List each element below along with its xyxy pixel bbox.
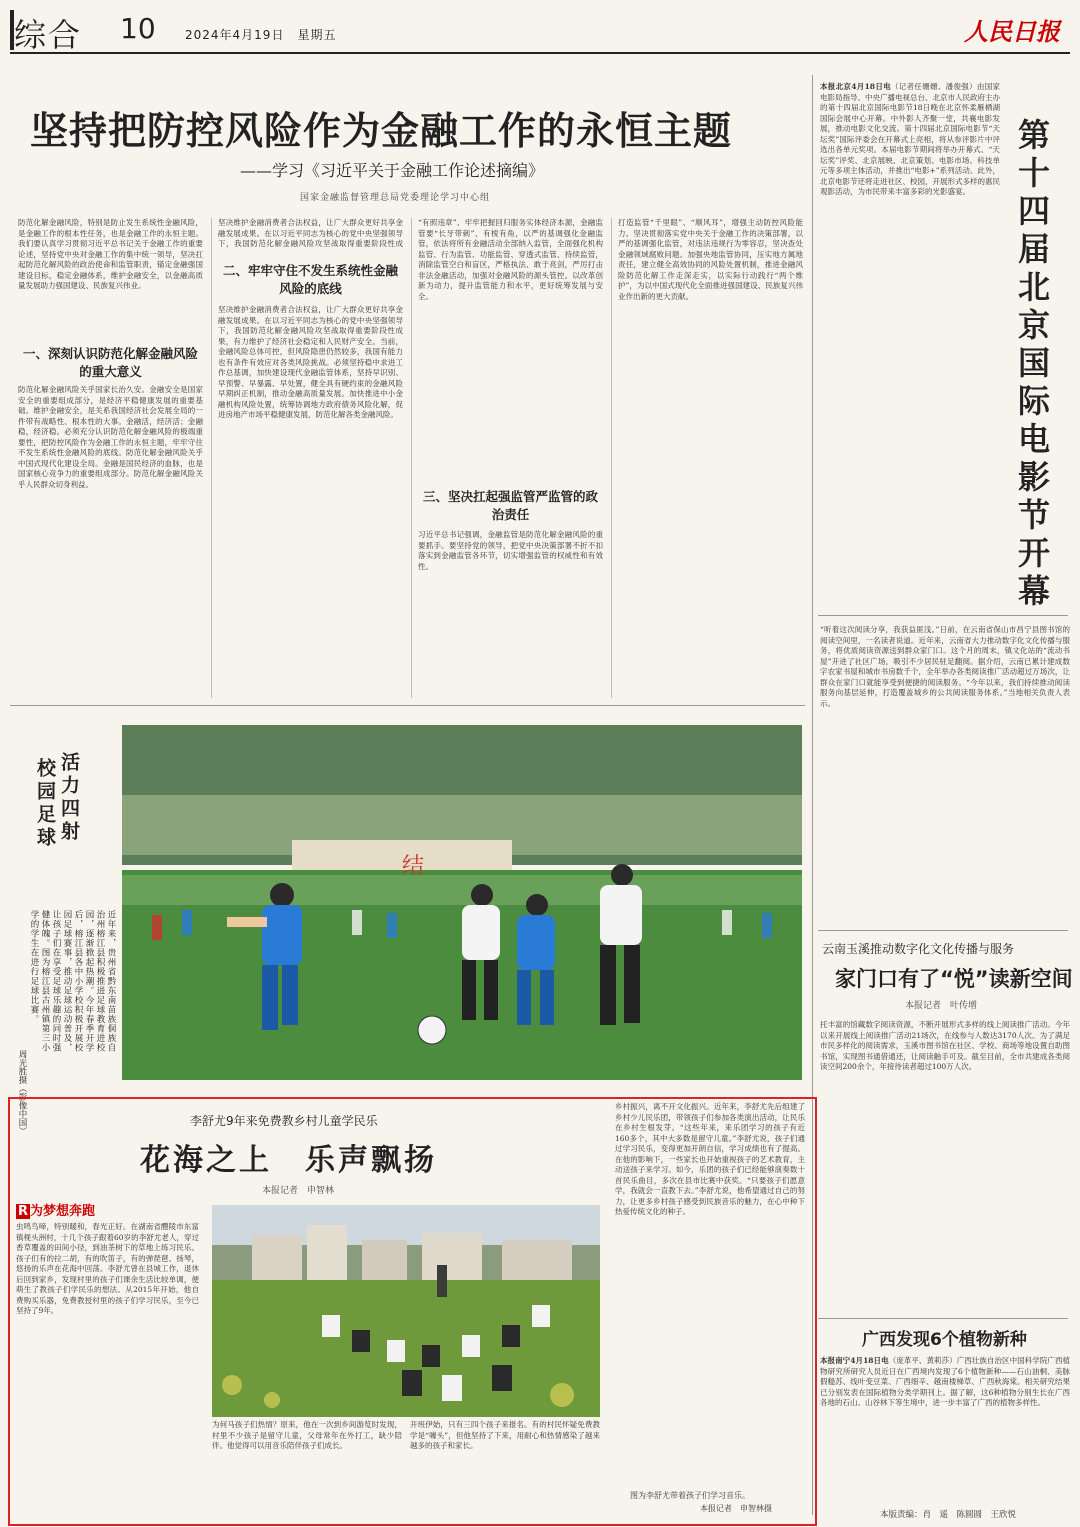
tag-badge: R	[18, 1204, 29, 1219]
rail-rule	[818, 1318, 1068, 1319]
lead-col1-body: 防范化解金融风险关乎国家长治久安。金融安全是国家安全的重要组成部分，是经济平稳健康发展的重要基础。维护金融安全，是关系我国经济社会发展全局的一件带有战略性、根本性的大事。金融活，经济活；金融稳，经济稳。必须充分认识防范化解金融风险的极端重要性，把防控风险作为金融工作的永恒主题，牢牢守住不发生系统性金融风险的底线。防范化解金融风险关乎中国式现代化建设全局。金融是国民经济的血脉，也是国家核心竞争力的重要组成部分。防范化解金融风险关乎人民群众切身利益。	[18, 385, 203, 489]
lead-byline: 国家金融监督管理总局党委理论学习中心组	[300, 193, 491, 203]
lead-col2-top: 坚决维护金融消费者合法权益，让广大群众更好共享金融发展成果。在以习近平同志为核心的党中央坚强领导下，我国防范化解金融风险攻坚战取得重要阶段性成	[218, 218, 403, 248]
music-photo-credit: 本报记者 申智林摄	[700, 1504, 772, 1513]
masthead-bracket	[10, 10, 14, 50]
newspaper-logo: 人民日报	[964, 17, 1060, 46]
lead-headline: 坚持把防控风险作为金融工作的永恒主题	[30, 109, 733, 153]
football-title-b: 校园足球	[34, 758, 56, 850]
page-number: 10	[120, 12, 156, 45]
football-photo	[122, 725, 802, 1080]
lead-subtitle: ——学习《习近平关于金融工作论述摘编》	[240, 161, 545, 180]
publication-date: 2024年4月19日 星期五	[185, 28, 337, 42]
section-name: 综合	[14, 16, 83, 54]
section-rule	[10, 705, 805, 706]
lead-subhead-3: 三、坚决扛起强监管严监管的政治责任	[422, 489, 598, 522]
column-rule	[611, 218, 612, 698]
film-vertical-headline: 第十四届北京国际电影节开幕	[1013, 118, 1051, 612]
rail-rule	[818, 615, 1068, 616]
football-caption: 近年来，贵州省黔东南苗族侗族自治州榕江县积极推进足球教育进校园，逐渐掀起热潮。今年春季开学后，榕江县各中小学校积极开展校园足球赛事，推动足球运动普及，让孩子们在享受足球乐趣的同时强健体魄。图为榕江县古州镇第三小学的学生在进行足球比赛。	[29, 910, 116, 1053]
page-editors: 本版责编：肖 遥 陈圆圆 王欣悦	[880, 1510, 1017, 1520]
plants-article	[820, 1356, 1070, 1486]
music-headline: 花海之上 乐声飘扬	[140, 1143, 437, 1178]
music-kicker: 李舒尤9年来免费教乡村儿童学民乐	[190, 1114, 378, 1128]
music-bottom-body-2: 开班伊始，只有三四个孩子来报名。有的村民怀疑免费教学是“噱头”，但他坚持了下来，用耐心和热情感染了越来越多的孩子和家长。	[410, 1420, 600, 1450]
plants-body: （庞革平、黄莉莎）广西壮族自治区中国科学院广西植物研究所研究人员近日在广西境内发现了6个植物新种——石山油桐、美脉假糙苏、线叶变豆菜、广西细辛、越南楼梯草、广西秋海棠。相关研究结果已分别发表在国际植物分类学期刊上。据了解，这6种植物分别生长在广西各地的石山、山谷林下等生境中，进一步丰富了广西的植物多样性。	[820, 1356, 1070, 1407]
music-photo-caption: 图为李舒尤带着孩子们学习音乐。	[630, 1491, 750, 1500]
lead-subhead-2: 二、牢牢守住不发生系统性金融风险的底线	[222, 263, 398, 296]
column-rule	[211, 218, 212, 698]
music-photo-illustration	[212, 1205, 600, 1417]
lead-col4-body: 打造监管“千里眼”、“顺风耳”，增强主动防控风险能力。坚决贯彻落实党中央关于金融工作的决策部署，以严的基调强化监管，对违法违规行为零容忍，坚决查处金融领域腐败问题。加强央地监管协同，压实地方属地责任，建立健全高效协同的风险处置机制，推进金融风险防范化解工作走深走实，以实际行动践行“两个维护”，为以中国式现代化全面推进强国建设、民族复兴伟业作出新的更大贡献。	[618, 218, 803, 301]
music-right-body: 乡村振兴，离不开文化振兴。近年来，李舒尤先后组建了乡村少儿民乐团，带领孩子们参加各类演出活动，让民乐在乡村生根发芽。“这些年来，来乐团学习的孩子有近160多个，其中大多数是留守儿童。”李舒尤说，孩子们通过学习民乐，变得更加开朗自信，学习成绩也有了提高。在他的影响下，一些家长也开始重视孩子的艺术教育，主动送孩子来学习。如今，乐团的孩子们已经能够演奏数十首民乐曲目，多次在县市比赛中获奖。“只要孩子们愿意学，我就会一直教下去。”李舒尤说，他希望通过自己的努力，让更多乡村孩子感受到民族音乐的魅力，在心中种下热爱传统文化的种子。	[615, 1102, 805, 1216]
rail-rule	[818, 930, 1068, 931]
football-photo-illustration	[122, 725, 802, 1080]
football-photo-credit: 周光胜摄（影像中国）	[17, 1050, 27, 1135]
music-section-tag	[16, 1200, 95, 1219]
lead-col3-body: 习近平总书记强调，金融监管是防范化解金融风险的重要抓手。要坚持党的领导，把党中央决策部署不折不扣落实到金融监管各环节，切实增强监管的权威性和有效性。	[418, 530, 603, 571]
football-title-a: 活力四射	[58, 752, 80, 844]
reading-lead-body: “听着这次阅读分享，我获益匪浅。”日前，在云南省保山市昌宁县图书馆的阅读空间里，一名读者说道。近年来，云南省大力推动数字化文化传播与服务，将优质阅读资源送到群众家门口。这个月的周末，镇文化站的“流动书屋”开进了社区广场，吸引不少居民驻足翻阅。据介绍，云南已累计建成数字农家书屋和城市书房数千个，全年举办各类阅读推广活动超过万场次，让群众在家门口就能享受到便捷的阅读服务。“今年以来，我们持续推动阅读服务向基层延伸，打造覆盖城乡的公共阅读服务体系。”当地相关负责人表示。	[820, 625, 1070, 708]
reading-byline: 本报记者 叶传增	[905, 1001, 978, 1011]
music-byline: 本报记者 申智林	[262, 1186, 335, 1196]
lead-col2-body: 坚决维护金融消费者合法权益，让广大群众更好共享金融发展成果。在以习近平同志为核心的党中央坚强领导下，我国防范化解金融风险攻坚战取得重要阶段性成果，有力维护了经济社会稳定和人民财产安全。当前，金融风险总体可控，但风险隐患仍然较多，我国有能力也有条件有效应对各类风险挑战。必须坚持稳中求进工作总基调，加快建设现代金融监管体系，坚持早识别、早预警、早暴露、早处置，健全具有硬约束的金融风险早期纠正机制，推动金融高质量发展。加快推进中小金融机构风险处置，统筹协调地方政府债务风险化解，促进房地产市场平稳健康发展，防范化解各类金融风险。	[218, 305, 403, 419]
lead-col1-intro: 防范化解金融风险，特别是防止发生系统性金融风险，是金融工作的根本性任务，也是金融工作的永恒主题。我们要认真学习贯彻习近平总书记关于金融工作的重要论述，坚持党中央对金融工作的集中统一领导，坚决扛起防范化解风险的政治使命和监管职责，锚定金融强国建设目标，稳定金融体系，维护金融安全，以金融高质量发展助力强国建设、民族复兴伟业。	[18, 218, 203, 290]
reading-headline: 家门口有了“悦”读新空间	[835, 967, 1073, 991]
plants-headline: 广西发现6个植物新种	[862, 1330, 1027, 1350]
lead-col3-top: “有照违章”、牢牢把握回归服务实体经济本源，金融监管要“长牙带刺”、有棱有角，以严的基调强化金融监管，依法将所有金融活动全部纳入监管，全面强化机构监管、行为监管、功能监管、穿透式监管、持续监管，消除监管空白和盲区，严格执法、敢于亮剑，严厉打击非法金融活动，加强对金融风险的源头管控。以改革创新为动力，提升监管能力和水平，更好统筹发展与安全。	[418, 218, 603, 301]
tag-label: 为梦想奔跑	[30, 1204, 96, 1219]
football-banner-text: 结	[402, 854, 425, 879]
reading-kicker: 云南玉溪推动数字化文化传播与服务	[822, 942, 1015, 956]
music-left-body: 虫鸣鸟啼，特别暖和，春光正好。在湖南省醴陵市东富镇枧头洲村，十几个孩子跟着60岁的李舒尤老人，穿过香草覆盖的田间小径，到油茶树下的草地上练习民乐。孩子们有的拉二胡，有的吹笛子，有的弹琵琶、扬琴，悠扬的乐声在花海中回荡。李舒尤曾在县城工作，退休后回到家乡，发现村里的孩子们课余生活比较单调，便萌生了教孩子们学民乐的想法。从2015年开始，他自费购买乐器，免费教授村里的孩子们学习民乐，至今已坚持了9年。	[16, 1222, 199, 1315]
plants-dateline: 本报南宁4月18日电	[820, 1356, 889, 1365]
lead-subhead-1: 一、深刻认识防范化解金融风险的重大意义	[22, 346, 198, 379]
reading-body: 托丰富的馆藏数字阅读资源，不断开展形式多样的线上阅读推广活动。今年以来开展线上阅读推广活动21场次，在线参与人数达3170人次。为了满足市民多样化的阅读需求，玉溪市图书馆在社区、学校、商场等地设置自助图书馆，实现图书通借通还，让阅读触手可及。截至目前，全市共建成各类阅读空间200余个，年接待读者超过100万人次。	[820, 1020, 1070, 1071]
column-rule	[411, 218, 412, 698]
music-photo	[212, 1205, 600, 1417]
masthead-rule	[10, 52, 1070, 54]
film-body: （记者任姗姗、潘俊强）由国家电影局指导、中央广播电视总台、北京市人民政府主办的第十四届北京国际电影节18日晚在北京怀柔雁栖湖国际会展中心开幕。中外影人齐聚一堂，共襄电影发展，推动电影文化交流。第十四届北京国际电影节“天坛奖”国际评委会在开幕式上亮相，将从参评影片中评选出各单元奖项。本届电影节期间将举办开幕式、“天坛奖”评奖、北京展映、北京策划、电影市场、科技单元等多项主体活动，并推出“电影+”系列活动。此外，北京电影节还将走进社区、校园，开展形式多样的惠民观影活动，为市民带来丰富多彩的光影盛宴。	[820, 82, 1000, 196]
film-dateline: 本报北京4月18日电	[820, 82, 891, 91]
music-bottom-body-1: 为何马孩子们热情？原来，他在一次到乡间游览时发现，村里不少孩子是留守儿童，父母常年在外打工，缺少陪伴。他觉得可以用音乐陪伴孩子们成长。	[212, 1420, 402, 1450]
film-article	[820, 82, 1000, 622]
